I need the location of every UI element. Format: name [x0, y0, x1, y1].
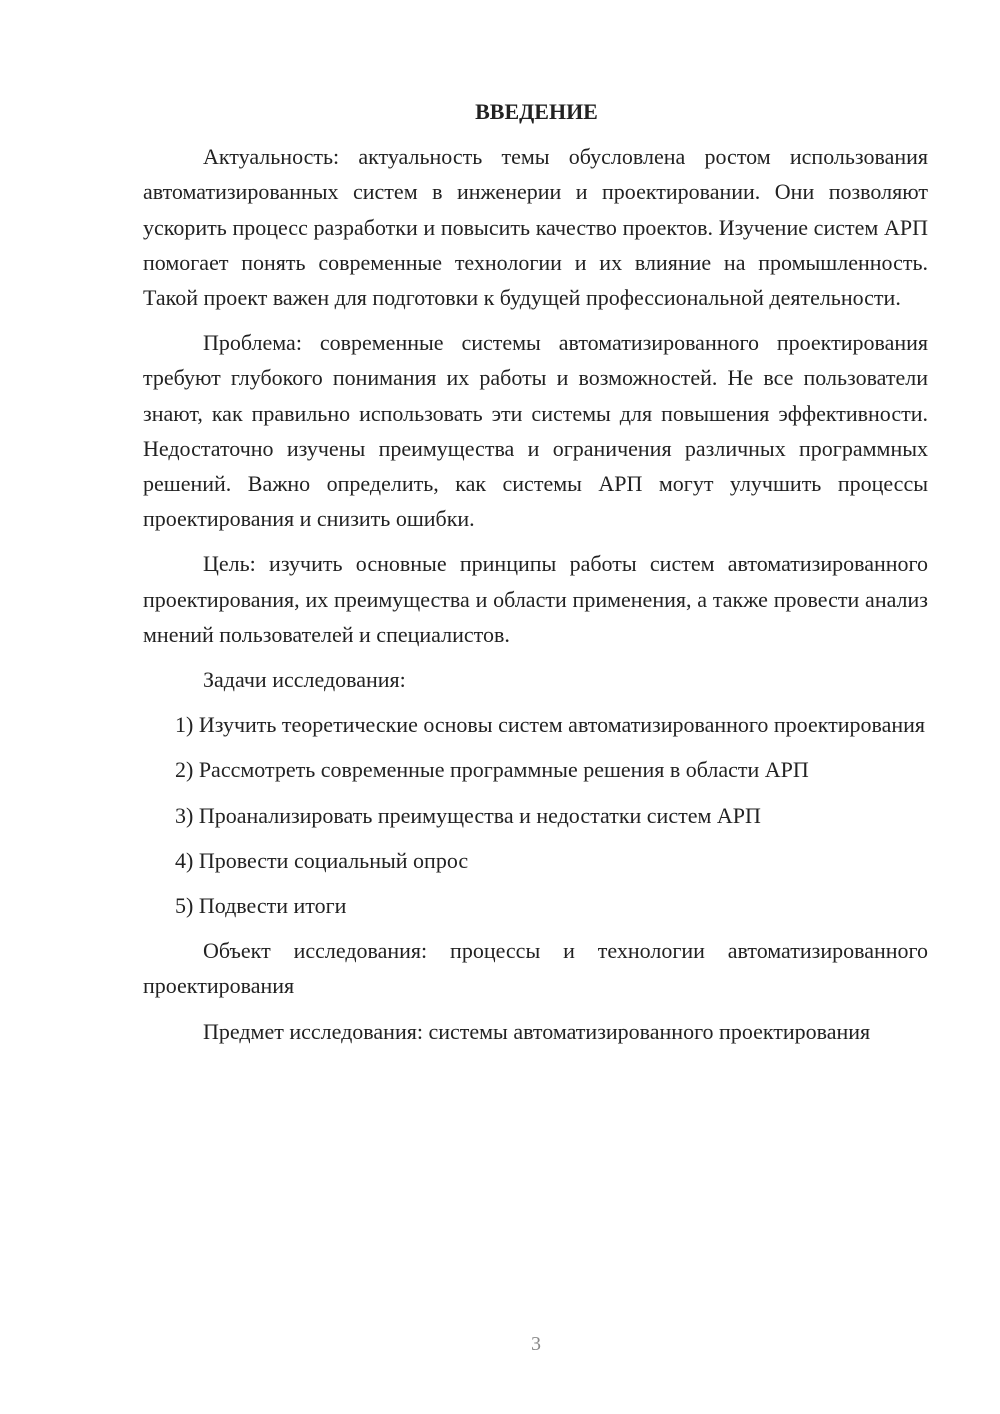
task-item-1: 1) Изучить теоретические основы систем автоматизированного проектирования: [175, 712, 926, 738]
tasks-heading: Задачи исследования:: [203, 667, 406, 693]
section-title: ВВЕДЕНИЕ: [475, 99, 598, 124]
object-paragraph: Объект исследования: процессы и технологии автоматизированного проектирования: [143, 938, 928, 999]
goal-paragraph: Цель: изучить основные принципы работы систем автоматизированного проектирования, их преимущества и области применения, а также провести анализ мнений пользователей и специалистов.: [143, 551, 928, 647]
document-body: [143, 94, 928, 1059]
task-item-5: 5) Подвести итоги: [175, 893, 347, 919]
task-item-2: 2) Рассмотреть современные программные решения в области АРП: [175, 757, 809, 783]
page-number: 3: [531, 1333, 541, 1355]
problem-paragraph: Проблема: современные системы автоматизированного проектирования требуют глубокого понимания их работы и возможностей. Не все пользователи знают, как правильно использовать эти системы для повышения эффективности. Недостаточно изучены преимущества и ограничения различных программных решений. Важно определить, как системы АРП могут улучшить процессы проектирования и снизить ошибки.: [143, 330, 928, 532]
relevance-paragraph: Актуальность: актуальность темы обусловлена ростом использования автоматизированных систем в инженерии и проектировании. Они позволяют ускорить процесс разработки и повысить качество проектов. Изучение систем АРП помогает понять современные технологии и их влияние на промышленность. Такой проект важен для подготовки к будущей профессиональной деятельности.: [143, 144, 928, 311]
subject-paragraph: Предмет исследования: системы автоматизированного проектирования: [203, 1018, 871, 1044]
task-item-3: 3) Проанализировать преимущества и недостатки систем АРП: [175, 802, 761, 828]
task-item-4: 4) Провести социальный опрос: [175, 847, 469, 873]
